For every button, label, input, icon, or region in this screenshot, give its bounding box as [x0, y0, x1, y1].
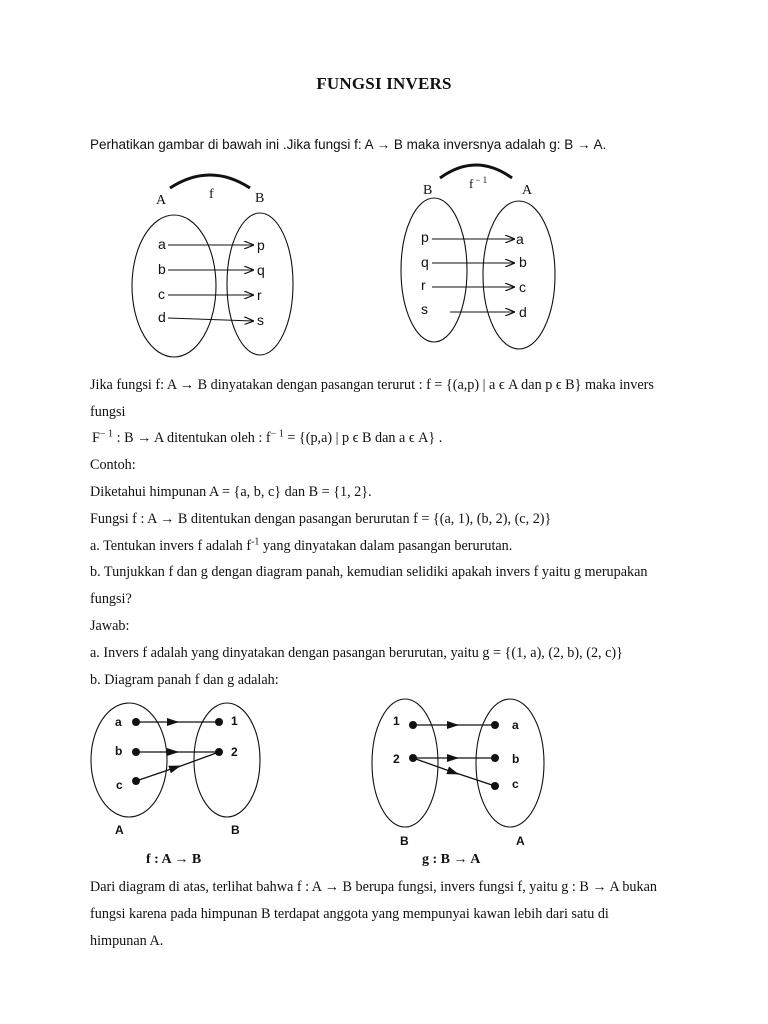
set-label-a: A	[156, 193, 167, 208]
element-s2: s	[421, 301, 428, 317]
set-ellipse-b2	[401, 198, 467, 342]
set-ellipse-a3	[91, 703, 167, 817]
set-label-b2: B	[423, 183, 433, 198]
definition-line-1: Jika fungsi f: A → B dinyatakan dengan pasangan terurut : f = {(a,p) | a ϵ A dan p ϵ B} maka invers	[90, 377, 654, 393]
element-q2: q	[421, 254, 429, 270]
element-b3: b	[115, 744, 123, 758]
element-a: a	[158, 236, 166, 252]
element-a3: a	[115, 715, 122, 729]
contoh-label: Contoh:	[90, 457, 136, 473]
given-sets: Diketahui himpunan A = {a, b, c} dan B = {1, 2}.	[90, 484, 372, 500]
element-2b: 2	[393, 752, 400, 766]
set-label-b4: B	[400, 834, 409, 848]
conclusion-line-3: himpunan A.	[90, 933, 164, 949]
element-c2: c	[519, 279, 526, 295]
question-b-line-2: fungsi?	[90, 591, 132, 607]
set-ellipse-b	[227, 213, 293, 355]
element-a4: a	[512, 718, 519, 732]
def-end: = {(p,a) | p ϵ B dan a ϵ A} .	[283, 430, 443, 446]
set-label-a2: A	[522, 183, 533, 198]
answer-b: b. Diagram panah f dan g adalah:	[90, 672, 279, 688]
set-label-a4: A	[516, 834, 525, 848]
arrow-2-c	[413, 758, 458, 774]
element-p: p	[257, 237, 265, 253]
diagram4	[372, 699, 544, 848]
element-r2: r	[421, 277, 426, 293]
conclusion-line-1: Dari diagram di atas, terlihat bahwa f : A → B berupa fungsi, invers fungsi f, yaitu g : B → A bukan	[90, 879, 657, 895]
definition-line-2: fungsi	[90, 404, 126, 420]
arrow-c-2-tail	[178, 752, 219, 767]
element-r: r	[257, 287, 262, 303]
caption-g: g : B → A	[422, 852, 481, 867]
element-b: b	[158, 261, 166, 277]
element-b2: b	[519, 254, 527, 270]
def-sup-2: − 1	[270, 428, 284, 440]
set-ellipse-b3	[194, 703, 260, 817]
element-b4: b	[512, 752, 520, 766]
answer-a: a. Invers f adalah yang dinyatakan dengan pasangan berurutan, yaitu g = {(1, a), (2, b), (2, c)}	[90, 645, 623, 661]
element-s: s	[257, 312, 264, 328]
function-definition: Fungsi f : A → B ditentukan dengan pasangan berurutan f = {(a, 1), (b, 2), (c, 2)}	[90, 511, 552, 527]
set-label-b3: B	[231, 823, 240, 837]
func-base: f	[469, 176, 474, 191]
set-label-a3: A	[115, 823, 124, 837]
diagram2	[401, 165, 555, 349]
jawab-label: Jawab:	[90, 618, 130, 634]
set-ellipse-a2	[483, 201, 555, 349]
caption-f: f : A → B	[146, 852, 202, 867]
diagram3	[91, 703, 260, 837]
element-c3: c	[116, 778, 123, 792]
element-a2: a	[516, 231, 524, 247]
def-mid: : B → A ditentukan oleh : f	[113, 430, 271, 446]
func-label-f: f	[209, 187, 214, 202]
set-ellipse-a	[132, 215, 216, 357]
question-a	[90, 538, 512, 555]
question-b-line-1: b. Tunjukkan f dan g dengan diagram panah, kemudian selidiki apakah invers f yaitu g merupakan	[90, 564, 648, 580]
element-2: 2	[231, 745, 238, 759]
func-label-f-inv	[469, 175, 487, 191]
def-sup-1: − 1	[99, 428, 114, 440]
diagram1	[132, 175, 293, 357]
element-p2: p	[421, 229, 429, 245]
question-a-pre: a. Tentukan invers f adalah f	[90, 538, 252, 554]
element-d2: d	[519, 304, 527, 320]
arrow-2-c-tail	[456, 773, 495, 786]
def-f: F	[92, 430, 100, 446]
element-c4: c	[512, 777, 519, 791]
element-c: c	[158, 286, 165, 302]
question-a-post: yang dinyatakan dalam pasangan berurutan.	[259, 538, 513, 554]
question-a-sup: -1	[251, 536, 260, 548]
conclusion-line-2: fungsi karena pada himpunan B terdapat anggota yang mempunyai kawan lebih dari satu di	[90, 906, 609, 922]
definition-line-3	[92, 430, 442, 447]
element-1b: 1	[393, 714, 400, 728]
set-ellipse-a4	[476, 699, 544, 827]
set-label-b: B	[255, 191, 265, 206]
arrow-c-2	[136, 766, 180, 781]
func-sup: − 1	[475, 175, 488, 185]
element-1: 1	[231, 714, 238, 728]
element-q: q	[257, 262, 265, 278]
element-d: d	[158, 309, 166, 325]
intro-text: Perhatikan gambar di bawah ini .Jika fungsi f: A → B maka inversnya adalah g: B → A.	[90, 137, 607, 152]
page-title: FUNGSI INVERS	[316, 74, 452, 93]
